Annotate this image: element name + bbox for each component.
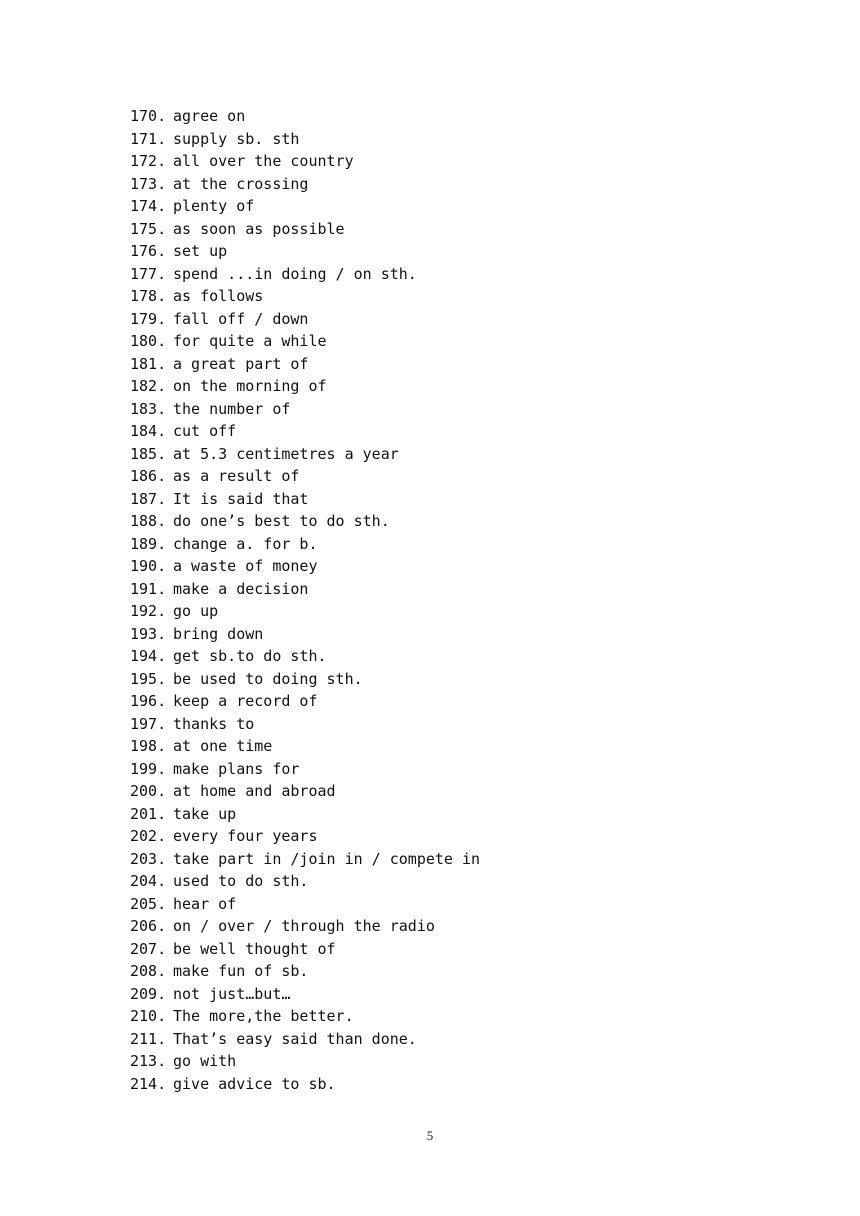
phrase-item (130, 173, 480, 196)
phrase-item (130, 240, 480, 263)
phrase-item (130, 780, 480, 803)
phrase-text: take up (173, 804, 237, 823)
phrase-number: 176. (130, 242, 167, 260)
phrase-number: 171. (130, 129, 167, 148)
phrase-number: 177. (130, 264, 167, 283)
phrase-number: 201. (130, 804, 167, 823)
phrase-item (130, 398, 480, 421)
phrase-text: the number of (173, 399, 291, 418)
phrase-number: 190. (130, 557, 167, 575)
phrase-text: give advice to sb. (173, 1074, 336, 1093)
phrase-text: change a. for b. (173, 534, 318, 553)
phrase-text: go up (173, 602, 219, 620)
phrase-item (130, 218, 480, 241)
phrase-item (130, 668, 480, 691)
phrase-number: 208. (130, 962, 167, 980)
phrase-number: 187. (130, 489, 167, 508)
phrase-item (130, 443, 480, 466)
phrase-number: 202. (130, 827, 167, 845)
phrase-number: 173. (130, 174, 167, 193)
phrase-number: 197. (130, 714, 167, 733)
phrase-number: 213. (130, 1052, 167, 1070)
phrase-item (130, 848, 480, 871)
phrase-text: agree on (173, 107, 246, 125)
phrase-text: get sb.to do sth. (173, 647, 327, 665)
phrase-item (130, 578, 480, 601)
phrase-text: keep a record of (173, 692, 318, 710)
phrase-item (130, 600, 480, 623)
phrase-text: be well thought of (173, 939, 336, 958)
phrase-number: 185. (130, 444, 167, 463)
phrase-item (130, 510, 480, 533)
phrase-item (130, 555, 480, 578)
phrase-item (130, 330, 480, 353)
phrase-item (130, 285, 480, 308)
phrase-text: bring down (173, 624, 264, 643)
phrase-item (130, 105, 480, 128)
page-number: 5 (426, 1128, 434, 1143)
phrase-number: 206. (130, 917, 167, 935)
phrase-item (130, 465, 480, 488)
phrase-number: 170. (130, 107, 167, 125)
phrase-number: 211. (130, 1029, 167, 1048)
phrase-number: 188. (130, 512, 167, 530)
phrase-number: 196. (130, 692, 167, 710)
phrase-item (130, 353, 480, 376)
phrase-number: 174. (130, 197, 167, 215)
phrase-text: supply sb. sth (173, 129, 300, 148)
phrase-text: every four years (173, 827, 318, 845)
phrase-text: as soon as possible (173, 219, 345, 238)
phrase-text: at one time (173, 737, 273, 755)
phrase-text: hear of (173, 894, 237, 913)
phrase-text: at the crossing (173, 174, 309, 193)
phrase-item (130, 758, 480, 781)
phrase-text: go with (173, 1052, 237, 1070)
phrase-item (130, 195, 480, 218)
phrase-number: 180. (130, 332, 167, 350)
phrase-number: 178. (130, 287, 167, 305)
phrase-number: 183. (130, 399, 167, 418)
phrase-item (130, 1028, 480, 1051)
phrase-text: for quite a while (173, 332, 327, 350)
phrase-text: make fun of sb. (173, 962, 309, 980)
phrase-item (130, 533, 480, 556)
phrase-item (130, 1005, 480, 1028)
phrase-list (130, 105, 480, 1095)
phrase-text: as a result of (173, 467, 300, 485)
phrase-item (130, 1073, 480, 1096)
phrase-text: set up (173, 242, 228, 260)
phrase-text: It is said that (173, 489, 309, 508)
phrase-text: make plans for (173, 759, 300, 778)
phrase-text: do one’s best to do sth. (173, 512, 390, 530)
phrase-number: 210. (130, 1007, 167, 1025)
phrase-text: plenty of (173, 197, 255, 215)
phrase-item (130, 803, 480, 826)
phrase-item (130, 263, 480, 286)
phrase-number: 199. (130, 759, 167, 778)
phrase-item (130, 938, 480, 961)
phrase-item (130, 128, 480, 151)
phrase-text: a waste of money (173, 557, 318, 575)
phrase-text: be used to doing sth. (173, 669, 363, 688)
phrase-number: 179. (130, 309, 167, 328)
phrase-number: 172. (130, 152, 167, 170)
phrase-item (130, 150, 480, 173)
phrase-item (130, 645, 480, 668)
phrase-number: 175. (130, 219, 167, 238)
phrase-text: as follows (173, 287, 264, 305)
phrase-number: 207. (130, 939, 167, 958)
phrase-text: thanks to (173, 714, 255, 733)
phrase-text: all over the country (173, 152, 354, 170)
phrase-item (130, 825, 480, 848)
phrase-text: on / over / through the radio (173, 917, 435, 935)
phrase-number: 195. (130, 669, 167, 688)
phrase-text: on the morning of (173, 377, 327, 395)
phrase-text: cut off (173, 422, 237, 440)
phrase-item (130, 420, 480, 443)
phrase-text: at home and abroad (173, 782, 336, 800)
phrase-item (130, 960, 480, 983)
phrase-number: 209. (130, 984, 167, 1003)
phrase-number: 186. (130, 467, 167, 485)
phrase-item (130, 623, 480, 646)
phrase-number: 214. (130, 1074, 167, 1093)
phrase-item (130, 983, 480, 1006)
phrase-number: 182. (130, 377, 167, 395)
phrase-item (130, 870, 480, 893)
phrase-text: a great part of (173, 354, 309, 373)
phrase-item (130, 308, 480, 331)
phrase-number: 184. (130, 422, 167, 440)
phrase-number: 193. (130, 624, 167, 643)
phrase-text: take part in /join in / compete in (173, 849, 481, 868)
phrase-item (130, 713, 480, 736)
phrase-number: 192. (130, 602, 167, 620)
phrase-number: 181. (130, 354, 167, 373)
phrase-number: 205. (130, 894, 167, 913)
phrase-number: 204. (130, 872, 167, 890)
phrase-text: not just…but… (173, 984, 291, 1003)
phrase-number: 194. (130, 647, 167, 665)
phrase-text: at 5.3 centimetres a year (173, 444, 399, 463)
phrase-number: 191. (130, 579, 167, 598)
phrase-item (130, 893, 480, 916)
phrase-number: 203. (130, 849, 167, 868)
phrase-item (130, 375, 480, 398)
phrase-item (130, 735, 480, 758)
phrase-number: 189. (130, 534, 167, 553)
phrase-text: spend ...in doing / on sth. (173, 264, 417, 283)
phrase-text: That’s easy said than done. (173, 1029, 417, 1048)
phrase-text: The more,the better. (173, 1007, 354, 1025)
phrase-text: fall off / down (173, 309, 309, 328)
phrase-item (130, 1050, 480, 1073)
phrase-number: 200. (130, 782, 167, 800)
phrase-text: used to do sth. (173, 872, 309, 890)
phrase-item (130, 488, 480, 511)
phrase-item (130, 690, 480, 713)
phrase-item (130, 915, 480, 938)
phrase-number: 198. (130, 737, 167, 755)
phrase-text: make a decision (173, 579, 309, 598)
